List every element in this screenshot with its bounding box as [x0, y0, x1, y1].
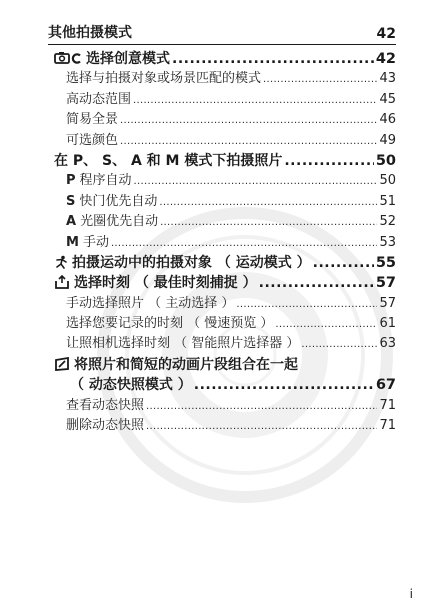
dot-leader	[134, 171, 378, 192]
toc-subentry[interactable]	[48, 334, 396, 354]
toc-page-number: 45	[379, 91, 396, 107]
toc-subentry[interactable]	[48, 294, 396, 314]
dot-leader	[236, 294, 377, 315]
toc-entry-title: （ 动态快照模式 ）	[70, 377, 192, 394]
toc-entry[interactable]	[48, 253, 396, 273]
dot-leader	[313, 253, 374, 273]
mode-p-icon: P	[66, 173, 76, 189]
header-divider	[48, 44, 396, 45]
toc-page-number: 57	[379, 295, 396, 311]
toc-subentry[interactable]	[48, 396, 396, 416]
toc-entry-title: 高动态范围	[66, 91, 132, 107]
toc-entry-title: 让照相机选择时刻 （ 智能照片选择器 ）	[66, 336, 300, 352]
toc-entry-title: 程序自动	[79, 173, 132, 189]
toc-page-number: 52	[379, 214, 396, 230]
toc-page-number: 43	[379, 71, 396, 87]
toc-entry-title: 快门优先自动	[79, 193, 158, 209]
section-header	[48, 22, 396, 42]
dot-leader	[275, 314, 377, 335]
toc-page-number: 71	[379, 418, 396, 434]
section-page-number: 42	[376, 26, 396, 42]
toc-entry[interactable]	[48, 375, 396, 395]
dot-leader	[301, 334, 377, 355]
dot-leader	[194, 375, 374, 395]
toc-page-number: 61	[379, 316, 396, 332]
dot-leader	[133, 90, 377, 111]
toc-entry-title: 将照片和简短的动画片段组合在一起	[74, 356, 298, 373]
motion-icon	[54, 253, 68, 273]
mode-s-icon: S	[66, 193, 76, 209]
toc-entry-title: 光圈优先自动	[80, 214, 159, 230]
toc-entry-title: 选择时刻 （ 最佳时刻捕捉 ）	[74, 275, 257, 292]
dot-leader	[146, 396, 377, 417]
toc-page-number: 55	[375, 254, 396, 271]
mode-a-icon: A	[66, 214, 77, 230]
section-title: 其他拍摄模式	[48, 25, 132, 41]
toc-subentry[interactable]	[48, 171, 396, 191]
toc-page-number: 46	[379, 112, 396, 128]
toc-page-number: 50	[379, 173, 396, 189]
dot-leader	[120, 110, 377, 131]
toc-page-number: 71	[379, 397, 396, 413]
folio-number: i	[409, 587, 413, 601]
dot-leader	[284, 151, 373, 171]
toc-page-number: 63	[379, 336, 396, 352]
toc-page-number: 67	[375, 377, 396, 394]
toc-page-number: 57	[375, 275, 396, 292]
toc-subentry[interactable]	[48, 69, 396, 89]
toc-page-number: 53	[379, 234, 396, 250]
toc-entry-title: 拍摄运动中的拍摄对象 （ 运动模式 ）	[72, 254, 311, 271]
toc-entry[interactable]	[48, 151, 396, 171]
dot-leader	[146, 416, 377, 437]
toc-subentry[interactable]	[48, 314, 396, 334]
toc-entry-title: 可选颜色	[66, 132, 119, 148]
dot-leader	[172, 49, 374, 69]
toc-entry-title: 选择创意模式	[86, 51, 170, 67]
dot-leader	[160, 212, 377, 233]
toc-page-number: 51	[379, 193, 396, 209]
toc-entry-title: 在 P、 S、 A 和 M 模式下拍摄照片	[54, 152, 283, 169]
toc-page-number: 42	[375, 51, 396, 67]
toc-page-number: 49	[379, 132, 396, 148]
motionsnapshot-icon	[54, 355, 70, 375]
toc-entry[interactable]	[48, 355, 396, 375]
toc-subentry[interactable]	[48, 212, 396, 232]
table-of-contents	[48, 49, 396, 436]
toc-subentry[interactable]	[48, 110, 396, 130]
toc-subentry[interactable]	[48, 90, 396, 110]
toc-subentry[interactable]	[48, 131, 396, 151]
toc-subentry[interactable]	[48, 233, 396, 253]
toc-entry-title: 手动选择照片 （ 主动选择 ）	[66, 295, 235, 311]
toc-entry-title: 查看动态快照	[66, 397, 145, 413]
toc-entry-title: 删除动态快照	[66, 418, 145, 434]
dot-leader	[259, 273, 374, 293]
dot-leader	[263, 69, 377, 90]
toc-entry[interactable]	[48, 273, 396, 293]
dot-leader	[111, 233, 378, 254]
toc-subentry[interactable]	[48, 192, 396, 212]
dot-leader	[120, 131, 377, 152]
bestmoment-icon	[54, 273, 70, 293]
toc-entry-title: 简易全景	[66, 112, 119, 128]
toc-subentry[interactable]	[48, 416, 396, 436]
toc-entry-title: 选择您要记录的时刻 （ 慢速预览 ）	[66, 316, 274, 332]
mode-m-icon: M	[66, 234, 79, 250]
effects-icon	[54, 49, 82, 69]
toc-page-number: 50	[375, 152, 396, 169]
toc-entry-title: 选择与拍摄对象或场景匹配的模式	[66, 71, 262, 87]
toc-entry-title: 手动	[82, 234, 109, 250]
toc-entry[interactable]	[48, 49, 396, 69]
dot-leader	[159, 192, 377, 213]
